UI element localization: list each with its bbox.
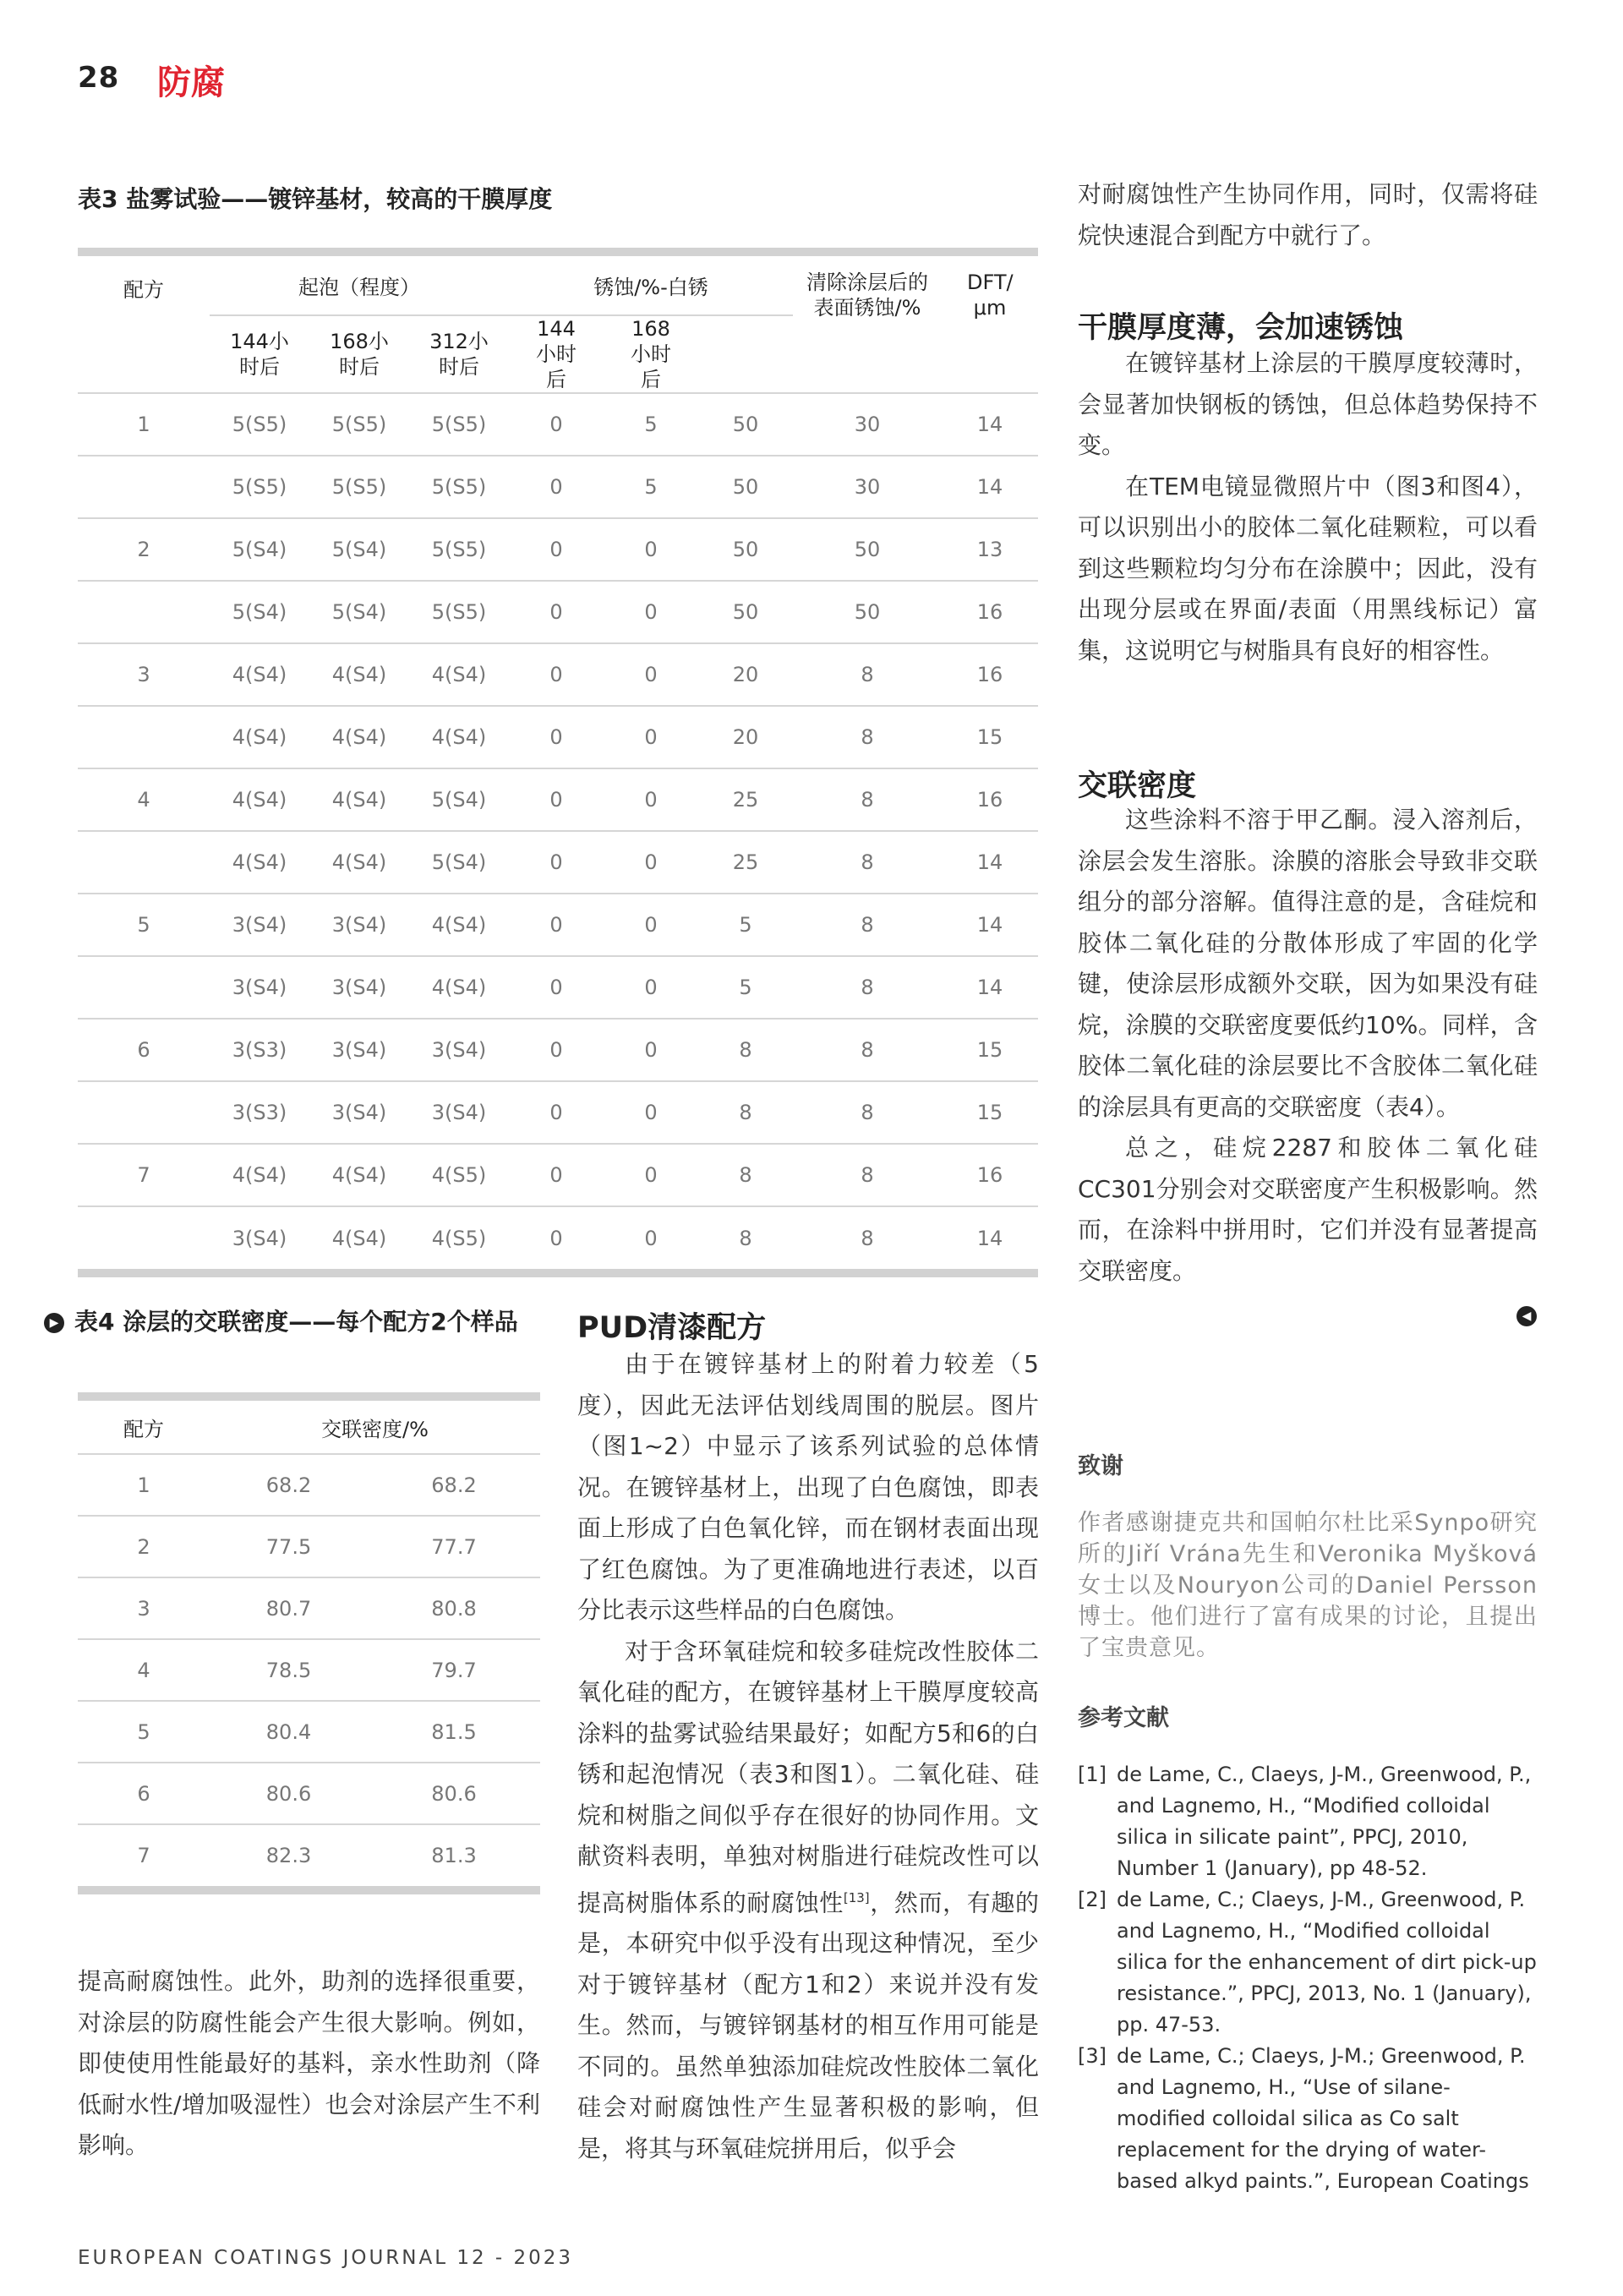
table-cell: 5 — [604, 456, 698, 518]
right-column-dft-text — [1078, 343, 1538, 671]
table-cell: 8 — [698, 1019, 793, 1081]
table-cell: 4(S4) — [309, 1206, 409, 1269]
table-cell: 16 — [942, 768, 1038, 831]
formula-cell: 7 — [78, 1824, 210, 1886]
formula-cell: 3 — [78, 643, 210, 706]
density-cell: 80.7 — [210, 1577, 368, 1639]
table-cell: 14 — [942, 393, 1038, 456]
col-rust-extra — [698, 315, 793, 393]
table-row — [78, 831, 1038, 894]
formula-cell — [78, 581, 210, 643]
table-row — [78, 1206, 1038, 1269]
table-cell: 8 — [793, 768, 942, 831]
table-cell: 0 — [604, 581, 698, 643]
col-formula: 配方 — [123, 1417, 164, 1441]
table4-caption — [44, 1304, 518, 1337]
table-cell: 20 — [698, 643, 793, 706]
col-rust-168h: 168小时后 — [631, 317, 671, 391]
table-row — [78, 581, 1038, 643]
table-cell: 4(S4) — [210, 643, 309, 706]
density-cell: 77.7 — [368, 1516, 540, 1577]
table-cell: 5(S5) — [409, 393, 509, 456]
table-row — [78, 1516, 540, 1577]
density-cell: 79.7 — [368, 1639, 540, 1701]
chevron-left-circle-icon: ◀ — [1516, 1306, 1537, 1326]
table-cell: 16 — [942, 643, 1038, 706]
col-dft: DFT/μm — [967, 271, 1014, 320]
table-cell: 4(S4) — [409, 894, 509, 956]
table-cell: 5(S4) — [309, 581, 409, 643]
table-cell: 4(S4) — [309, 831, 409, 894]
table-cell: 50 — [793, 518, 942, 581]
density-cell: 81.5 — [368, 1701, 540, 1763]
table-cell: 4(S5) — [409, 1144, 509, 1206]
table-cell: 0 — [509, 1081, 604, 1144]
reference-item — [1078, 2041, 1538, 2197]
table-cell: 0 — [604, 1144, 698, 1206]
formula-cell: 5 — [78, 894, 210, 956]
formula-cell — [78, 1081, 210, 1144]
formula-cell — [78, 831, 210, 894]
heading-thin-dft: 干膜厚度薄，会加速锈蚀 — [1078, 311, 1404, 345]
section-title: 防腐 — [157, 63, 225, 102]
density-cell: 80.6 — [368, 1763, 540, 1824]
table-cell: 0 — [604, 831, 698, 894]
formula-cell: 1 — [78, 1454, 210, 1516]
table-cell: 0 — [509, 1206, 604, 1269]
table-row — [78, 1454, 540, 1516]
table-cell: 14 — [942, 956, 1038, 1019]
ack-text: 作者感谢捷克共和国帕尔杜比采Synpo研究所的Jiří Vrána先生和Veronika Myšková女士以及Nouryon公司的Daniel Persson博士。他们进行了富有成果的讨论，且提出了宝贵意见。 — [1078, 1510, 1538, 1661]
table-cell: 8 — [793, 1206, 942, 1269]
formula-cell: 4 — [78, 768, 210, 831]
table-cell: 4(S4) — [210, 706, 309, 768]
table-cell: 8 — [793, 1081, 942, 1144]
references-list — [1078, 1759, 1538, 2197]
table-cell: 5 — [698, 894, 793, 956]
formula-cell: 5 — [78, 1701, 210, 1763]
table-cell: 4(S4) — [409, 956, 509, 1019]
table-cell: 5 — [604, 393, 698, 456]
table-cell: 8 — [698, 1206, 793, 1269]
table-cell: 4(S4) — [210, 768, 309, 831]
table-row — [78, 456, 1038, 518]
references-heading: 参考文献 — [1078, 1705, 1169, 1731]
table-cell: 50 — [698, 393, 793, 456]
formula-cell: 3 — [78, 1577, 210, 1639]
paragraph: 对耐腐蚀性产生协同作用，同时，仅需将硅烷快速混合到配方中就行了。 — [1078, 180, 1538, 249]
formula-cell: 6 — [78, 1763, 210, 1824]
table-cell: 3(S3) — [210, 1019, 309, 1081]
table-row — [78, 706, 1038, 768]
table-cell: 25 — [698, 768, 793, 831]
heading-crosslink-density: 交联密度 — [1078, 769, 1197, 803]
formula-cell: 2 — [78, 1516, 210, 1577]
col-formula: 配方 — [123, 278, 164, 302]
reference-number: [1] — [1078, 1763, 1107, 1786]
table4-top-rule — [78, 1392, 540, 1401]
table-cell: 0 — [604, 894, 698, 956]
table-cell: 8 — [793, 894, 942, 956]
reference-item — [1078, 1759, 1538, 1884]
paragraph-text: ，然而，有趣的是，本研究中似乎没有出现这种情况，至少对于镀锌基材（配方1和2）来说并没有发生。然而，与镀锌钢基材的相互作用可能是不同的。虽然单独添加硅烷改性胶体二氧化硅会对耐腐蚀性产生显著积极的影响，但是，将其与环氧硅烷拼用后，似乎会 — [577, 1888, 1039, 2162]
table-row — [78, 768, 1038, 831]
paragraph: 由于在镀锌基材上的附着力较差（5度），因此无法评估划线周围的脱层。图片（图1~2）中显示了该系列试验的总体情况。在镀锌基材上，出现了白色腐蚀，即表面上形成了白色氧化锌，而在钢材表面出现了红色腐蚀。为了更准确地进行表述，以百分比表示这些样品的白色腐蚀。 — [577, 1350, 1039, 1624]
table-row — [78, 894, 1038, 956]
table-cell: 0 — [509, 393, 604, 456]
table-cell: 0 — [604, 956, 698, 1019]
col-blister-168h: 168小时后 — [330, 330, 389, 379]
table-cell: 8 — [793, 1144, 942, 1206]
table-cell: 30 — [793, 456, 942, 518]
table-cell: 3(S3) — [210, 1081, 309, 1144]
density-cell: 80.6 — [210, 1763, 368, 1824]
formula-cell: 1 — [78, 393, 210, 456]
table-cell: 0 — [604, 1081, 698, 1144]
table-cell: 5(S5) — [309, 393, 409, 456]
col-surface-rust: 清除涂层后的表面锈蚀/% — [806, 271, 928, 320]
table-cell: 5(S5) — [409, 518, 509, 581]
table-cell: 30 — [793, 393, 942, 456]
table-cell: 14 — [942, 831, 1038, 894]
paragraph — [577, 1632, 1039, 2170]
table-cell: 4(S4) — [309, 643, 409, 706]
table-cell: 3(S4) — [409, 1019, 509, 1081]
paragraph: 总之，硅烷2287和胶体二氧化硅CC301分别会对交联密度产生积极影响。然而，在涂料中拼用时，它们并没有显著提高交联密度。 — [1078, 1134, 1538, 1285]
table-cell: 0 — [509, 831, 604, 894]
table-row — [78, 1763, 540, 1824]
table-cell: 15 — [942, 1081, 1038, 1144]
table-cell: 0 — [509, 956, 604, 1019]
table-row — [78, 956, 1038, 1019]
formula-cell: 4 — [78, 1639, 210, 1701]
formula-cell — [78, 456, 210, 518]
table-cell: 8 — [793, 706, 942, 768]
table-cell: 14 — [942, 1206, 1038, 1269]
col-crosslink-density: 交联密度/% — [321, 1417, 429, 1441]
formula-cell: 7 — [78, 1144, 210, 1206]
table-cell: 0 — [509, 518, 604, 581]
chevron-right-circle-icon: ▶ — [44, 1313, 64, 1333]
col-blister: 起泡（程度） — [298, 276, 420, 299]
paragraph: 提高耐腐蚀性。此外，助剂的选择很重要，对涂层的防腐性能会产生很大影响。例如，即使使用性能最好的基料，亲水性助剂（降低耐水性/增加吸湿性）也会对涂层产生不利影响。 — [78, 1967, 540, 2159]
table-cell: 5(S5) — [210, 393, 309, 456]
citation: [13] — [843, 1889, 870, 1905]
table-row — [78, 1144, 1038, 1206]
table-cell: 5(S5) — [409, 581, 509, 643]
table-cell: 0 — [509, 456, 604, 518]
journal-footer: EUROPEAN COATINGS JOURNAL 12 - 2023 — [78, 2247, 574, 2269]
table-cell: 16 — [942, 581, 1038, 643]
table-cell: 3(S4) — [210, 956, 309, 1019]
table-cell: 4(S4) — [409, 706, 509, 768]
paragraph: 在TEM电镜显微照片中（图3和图4），可以识别出小的胶体二氧化硅颗粒，可以看到这些颗粒均匀分布在涂膜中；因此，没有出现分层或在界面/表面（用黑线标记）富集，这说明它与树脂具有良好的相容性。 — [1078, 472, 1538, 664]
reference-text: de Lame, C.; Claeys, J-M., Greenwood, P. and Lagnemo, H., “Modified colloidal silica for the enhancement of dirt pick-up resistance.”, PPCJ, 2013, No. 1 (January), pp. 47-53. — [1117, 1888, 1537, 2036]
table-cell: 0 — [509, 768, 604, 831]
reference-text: de Lame, C.; Claeys, J-M.; Greenwood, P. and Lagnemo, H., “Use of silane-modified colloidal silica as Co salt replacement for the drying of water-based alkyd paints.”, European Coatings — [1117, 2044, 1529, 2193]
table-cell: 25 — [698, 831, 793, 894]
table-cell: 50 — [698, 456, 793, 518]
table-cell: 0 — [509, 1144, 604, 1206]
table-cell: 3(S4) — [210, 894, 309, 956]
table-cell: 5(S5) — [210, 456, 309, 518]
table-cell: 4(S4) — [409, 643, 509, 706]
table-cell: 20 — [698, 706, 793, 768]
density-cell: 82.3 — [210, 1824, 368, 1886]
table3-top-rule — [78, 248, 1038, 256]
left-column-text — [78, 1961, 540, 2167]
col-rust: 锈蚀/%-白锈 — [593, 276, 708, 299]
end-mark — [1516, 1306, 1537, 1326]
table-cell: 3(S4) — [309, 1019, 409, 1081]
table-cell: 3(S4) — [309, 894, 409, 956]
table-row — [78, 1639, 540, 1701]
table-row — [78, 1577, 540, 1639]
col-blister-312h: 312小时后 — [429, 330, 489, 379]
table4-bottom-rule — [78, 1886, 540, 1894]
density-cell: 80.4 — [210, 1701, 368, 1763]
paragraph: 在镀锌基材上涂层的干膜厚度较薄时，会显著加快钢板的锈蚀，但总体趋势保持不变。 — [1078, 349, 1538, 459]
density-cell: 68.2 — [368, 1454, 540, 1516]
table4-caption-text: 表4 涂层的交联密度——每个配方2个样品 — [74, 1308, 518, 1336]
table-cell: 8 — [793, 956, 942, 1019]
col-blister-144h: 144小时后 — [230, 330, 289, 379]
right-column-crosslink-text — [1078, 800, 1538, 1292]
table-row — [78, 393, 1038, 456]
table-cell: 3(S4) — [409, 1081, 509, 1144]
table-cell: 3(S4) — [309, 956, 409, 1019]
table4 — [78, 1392, 540, 1894]
table-cell: 8 — [698, 1144, 793, 1206]
table-cell: 5(S5) — [309, 456, 409, 518]
table-row — [78, 1081, 1038, 1144]
table-cell: 50 — [793, 581, 942, 643]
col-rust-144h: 144小时后 — [536, 317, 577, 391]
table-cell: 0 — [604, 1206, 698, 1269]
formula-cell — [78, 706, 210, 768]
ack-heading: 致谢 — [1078, 1453, 1123, 1479]
table-cell: 5(S4) — [309, 518, 409, 581]
table-cell: 5(S4) — [210, 518, 309, 581]
reference-text: de Lame, C., Claeys, J-M., Greenwood, P., and Lagnemo, H., “Modified colloidal silica in silicate paint”, PPCJ, 2010, Number 1 (January), pp 48-52. — [1117, 1763, 1532, 1880]
formula-cell: 2 — [78, 518, 210, 581]
table-cell: 0 — [604, 768, 698, 831]
table-cell: 5(S4) — [409, 831, 509, 894]
table-cell: 0 — [604, 518, 698, 581]
paragraph-text: 对于含环氧硅烷和较多硅烷改性胶体二氧化硅的配方，在镀锌基材上干膜厚度较高涂料的盐雾试验结果最好；如配方5和6的白锈和起泡情况（表3和图1）。二氧化硅、硅烷和树脂之间似乎存在很好的协同作用。文献资料表明，单独对树脂进行硅烷改性可以提高树脂体系的耐腐蚀性 — [577, 1637, 1039, 1916]
table-cell: 50 — [698, 518, 793, 581]
formula-cell — [78, 1206, 210, 1269]
table-cell: 0 — [604, 1019, 698, 1081]
table-cell: 4(S5) — [409, 1206, 509, 1269]
density-cell: 77.5 — [210, 1516, 368, 1577]
table-cell: 4(S4) — [309, 1144, 409, 1206]
table-cell: 4(S4) — [210, 831, 309, 894]
table-cell: 8 — [793, 831, 942, 894]
density-cell: 78.5 — [210, 1639, 368, 1701]
table3-caption: 表3 盐雾试验——镀锌基材，较高的干膜厚度 — [78, 185, 553, 213]
table3 — [78, 248, 1038, 1277]
table-row — [78, 1824, 540, 1886]
table-cell: 0 — [509, 706, 604, 768]
table-cell: 15 — [942, 706, 1038, 768]
table-cell: 13 — [942, 518, 1038, 581]
table-cell: 16 — [942, 1144, 1038, 1206]
table-row — [78, 518, 1038, 581]
reference-number: [2] — [1078, 1888, 1107, 1911]
table-cell: 4(S4) — [309, 706, 409, 768]
table-row — [78, 1019, 1038, 1081]
formula-cell — [78, 956, 210, 1019]
table-cell: 0 — [604, 643, 698, 706]
table3-grid — [78, 256, 1038, 1269]
reference-number: [3] — [1078, 2044, 1107, 2068]
table-cell: 0 — [509, 1019, 604, 1081]
density-cell: 80.8 — [368, 1577, 540, 1639]
page-number: 28 — [78, 61, 120, 95]
table4-grid — [78, 1401, 540, 1886]
table-cell: 15 — [942, 1019, 1038, 1081]
table-cell: 3(S4) — [309, 1081, 409, 1144]
table-cell: 5(S5) — [409, 456, 509, 518]
table-cell: 14 — [942, 894, 1038, 956]
formula-cell: 6 — [78, 1019, 210, 1081]
table-cell: 14 — [942, 456, 1038, 518]
table-cell: 8 — [698, 1081, 793, 1144]
table-cell: 8 — [793, 1019, 942, 1081]
density-cell: 68.2 — [210, 1454, 368, 1516]
table-cell: 8 — [793, 643, 942, 706]
middle-column-text — [577, 1344, 1039, 2169]
heading-pud-formula: PUD清漆配方 — [577, 1311, 767, 1345]
table-cell: 5(S4) — [210, 581, 309, 643]
density-cell: 81.3 — [368, 1824, 540, 1886]
table-cell: 5(S4) — [409, 768, 509, 831]
right-column-continuation — [1078, 174, 1538, 256]
table-cell: 3(S4) — [210, 1206, 309, 1269]
table-cell: 5 — [698, 956, 793, 1019]
table-cell: 50 — [698, 581, 793, 643]
table-cell: 0 — [509, 643, 604, 706]
table-cell: 0 — [604, 706, 698, 768]
table-cell: 4(S4) — [309, 768, 409, 831]
reference-item — [1078, 1884, 1538, 2041]
table-cell: 0 — [509, 581, 604, 643]
table-cell: 4(S4) — [210, 1144, 309, 1206]
table-row — [78, 643, 1038, 706]
paragraph: 这些涂料不溶于甲乙酮。浸入溶剂后，涂层会发生溶胀。涂膜的溶胀会导致非交联组分的部分溶解。值得注意的是，含硅烷和胶体二氧化硅的分散体形成了牢固的化学键，使涂层形成额外交联，因为如果没有硅烷，涂膜的交联密度要低约10%。同样，含胶体二氧化硅的涂层要比不含胶体二氧化硅的涂层具有更高的交联密度（表4）。 — [1078, 806, 1538, 1121]
table-row — [78, 1701, 540, 1763]
table3-bottom-rule — [78, 1269, 1038, 1277]
table-cell: 0 — [509, 894, 604, 956]
